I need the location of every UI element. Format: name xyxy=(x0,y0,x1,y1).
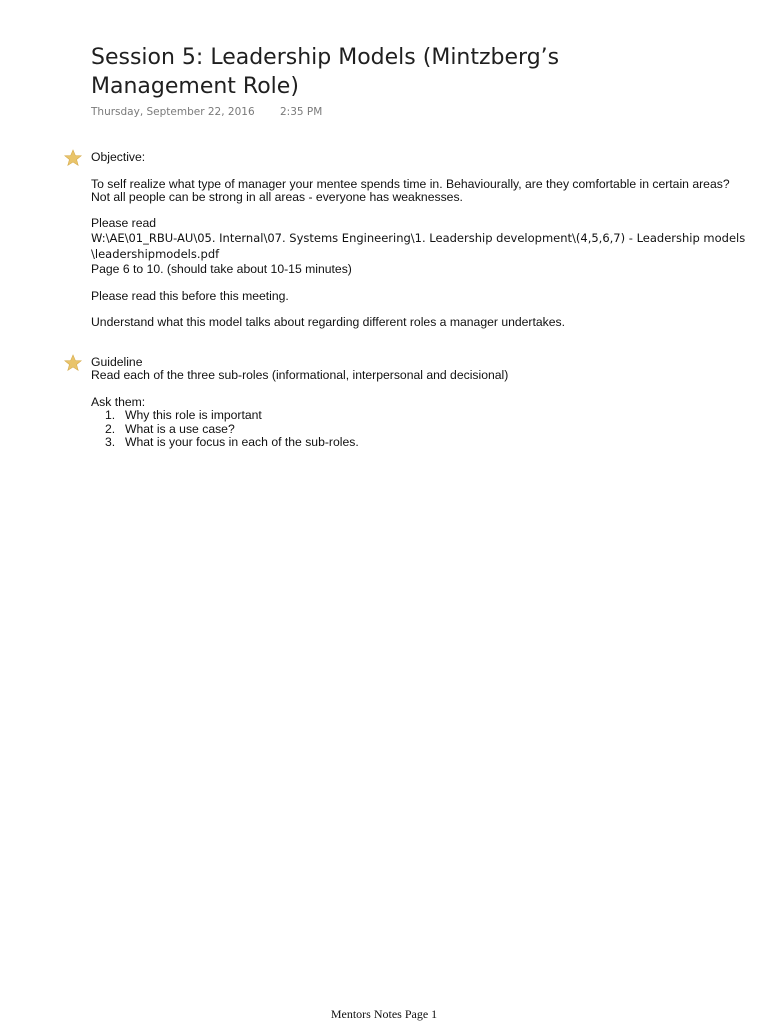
please-read-label: Please read xyxy=(91,216,157,230)
before-meeting-note: Please read this before this meeting. xyxy=(91,289,289,303)
document-path-line2: \leadershipmodels.pdf xyxy=(91,247,220,261)
list-item xyxy=(91,423,359,437)
list-item-text: What is your focus in each of the sub-roles. xyxy=(125,435,359,449)
pages-note: Page 6 to 10. (should take about 10-15 minutes) xyxy=(91,262,352,276)
list-item xyxy=(91,436,359,450)
understand-note: Understand what this model talks about regarding different roles a manager undertakes. xyxy=(91,315,566,329)
star-icon xyxy=(64,149,82,167)
guideline-intro: Read each of the three sub-roles (informational, interpersonal and decisional) xyxy=(91,368,509,382)
list-item-number: 2. xyxy=(105,421,116,436)
list-item-number: 3. xyxy=(105,435,116,449)
page-date: Thursday, September 22, 2016 xyxy=(91,106,255,118)
guideline-question-list xyxy=(91,409,359,450)
list-item-number: 1. xyxy=(105,408,116,422)
objective-heading: Objective: xyxy=(91,150,146,164)
page-title: Session 5: Leadership Models (Mintzberg’s Management Role) xyxy=(91,45,560,99)
objective-description-line2: Not all people can be strong in all areas - everyone has weaknesses. xyxy=(91,190,463,204)
page-footer: Mentors Notes Page 1 xyxy=(330,1007,438,1021)
list-item-text: What is a use case? xyxy=(125,421,235,436)
page-time: 2:35 PM xyxy=(279,106,323,118)
star-icon xyxy=(64,354,82,372)
document-path-line1: W:\AE\01_RBU-AU\05. Internal\07. Systems Engineering\1. Leadership development\(4,5,6,7) - Leadership models xyxy=(91,231,746,245)
page-timestamp xyxy=(91,106,322,118)
ask-them-label: Ask them: xyxy=(91,395,146,409)
list-item-text: Why this role is important xyxy=(125,408,262,422)
list-item xyxy=(91,409,359,423)
objective-description-line1: To self realize what type of manager your mentee spends time in. Behaviourally, are they comfortable in certain areas? xyxy=(91,177,730,191)
guideline-heading: Guideline xyxy=(91,355,143,369)
